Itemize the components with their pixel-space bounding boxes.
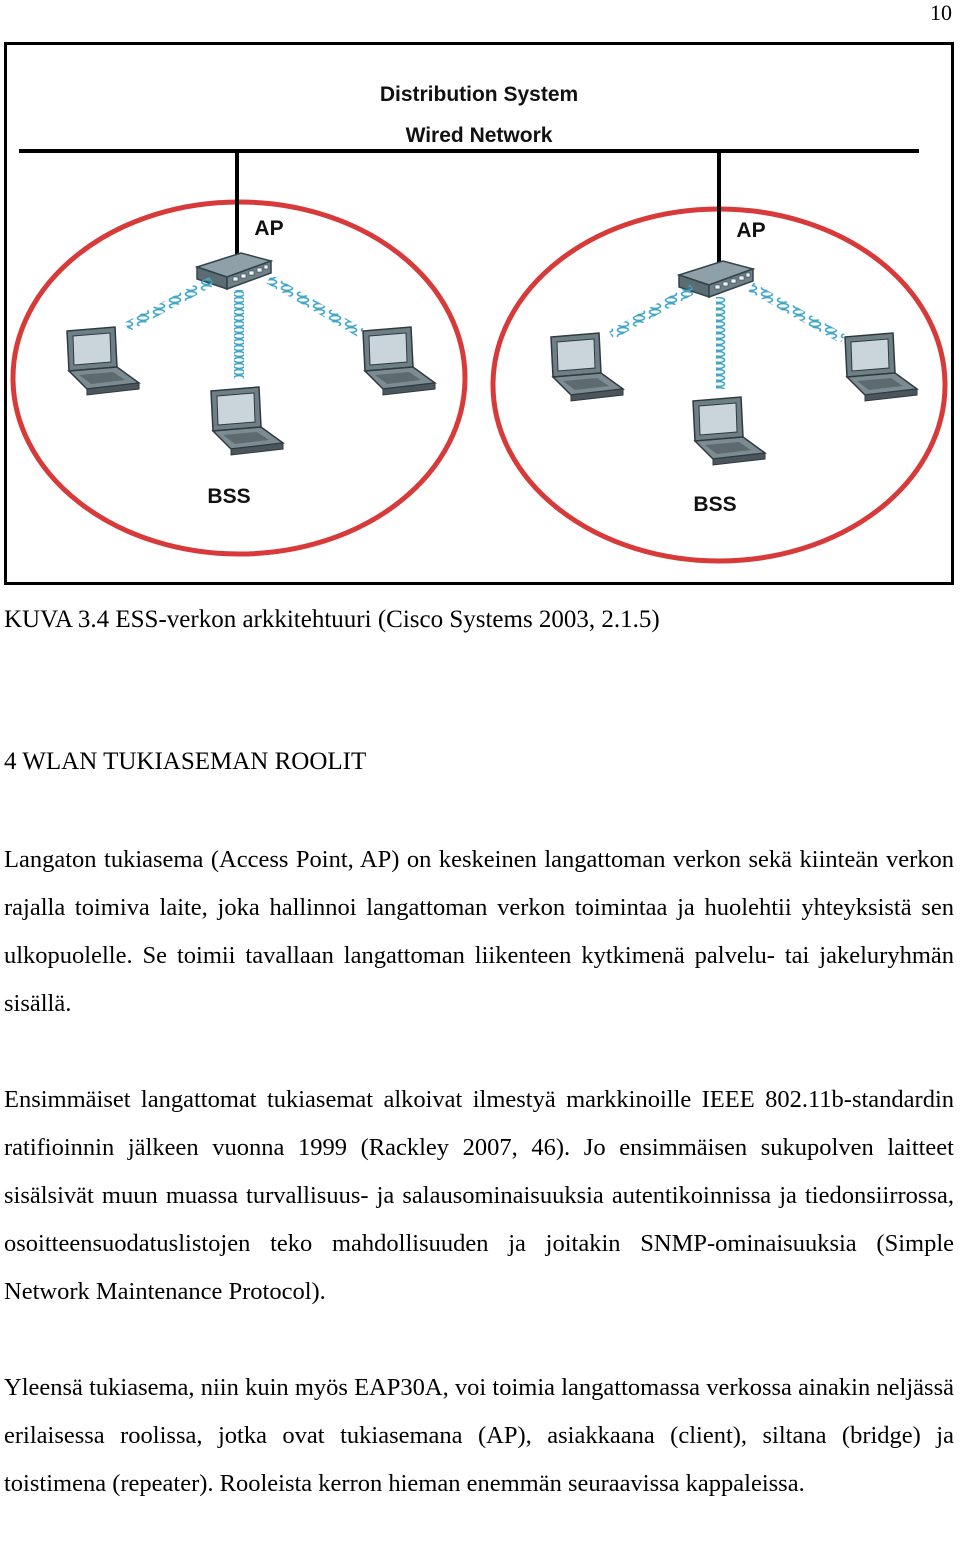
distribution-system-label: Distribution System bbox=[379, 83, 579, 106]
ap-label-right: AP bbox=[736, 219, 766, 242]
figure-caption: KUVA 3.4 ESS-verkon arkkitehtuuri (Cisco Systems 2003, 2.1.5) bbox=[4, 606, 660, 633]
laptop-icon bbox=[693, 397, 765, 465]
wireless-link bbox=[611, 289, 693, 335]
section-heading: 4 WLAN TUKIASEMAN ROOLIT bbox=[4, 748, 367, 775]
laptop-icon bbox=[551, 333, 623, 401]
ess-architecture-figure bbox=[4, 42, 954, 585]
paragraph: Yleensä tukiasema, niin kuin myös EAP30A, voi toimia langattomassa verkossa ainakin neljässä erilaisessa roolissa, jotka ovat tukiasemana (AP), asiakkaana (client), siltana (bridge) ja toistimena (repeater). Rooleista kerron hieman enemmän seuraavissa kappaleissa. bbox=[4, 1374, 954, 1497]
bss-label-left: BSS bbox=[207, 485, 251, 508]
ap-label-left: AP bbox=[254, 217, 284, 240]
wired-network-label: Wired Network bbox=[405, 124, 553, 147]
bss-label-right: BSS bbox=[693, 493, 737, 516]
paragraph: Ensimmäiset langattomat tukiasemat alkoivat ilmestyä markkinoille IEEE 802.11b-standardin ratifioinnin jälkeen vuonna 1999 (Rackley 2007, 46). Jo ensimmäisen sukupolven laitteet sisälsivät muun muassa turvallisuus- ja salausominaisuuksia autentikoinnissa ja tiedonsiirrossa, osoitteensuodatuslistojen teko mahdollisuuden ja joitakin SNMP-ominaisuuksia (Simple Network Maintenance Protocol). bbox=[4, 1086, 954, 1305]
laptop-icon bbox=[845, 333, 917, 401]
ess-diagram bbox=[7, 45, 951, 582]
laptop-icon bbox=[363, 327, 435, 395]
bss-right bbox=[493, 151, 945, 561]
wireless-link bbox=[751, 287, 843, 339]
paragraph: Langaton tukiasema (Access Point, AP) on keskeinen langattoman verkon sekä kiinteän verkon rajalla toimiva laite, joka hallinnoi langattoman verkon toimintaa ja huolehtii yhteyksistä sen ulkopuolelle. Se toimii tavallaan langattoman liikenteen kytkimenä palvelu- tai jakeluryhmän sisällä. bbox=[4, 846, 954, 1017]
wireless-link bbox=[127, 281, 212, 327]
laptop-icon bbox=[211, 387, 283, 455]
wireless-link bbox=[269, 279, 361, 333]
laptop-icon bbox=[67, 327, 139, 395]
bss-left bbox=[13, 151, 465, 554]
page-number: 10 bbox=[930, 0, 952, 25]
